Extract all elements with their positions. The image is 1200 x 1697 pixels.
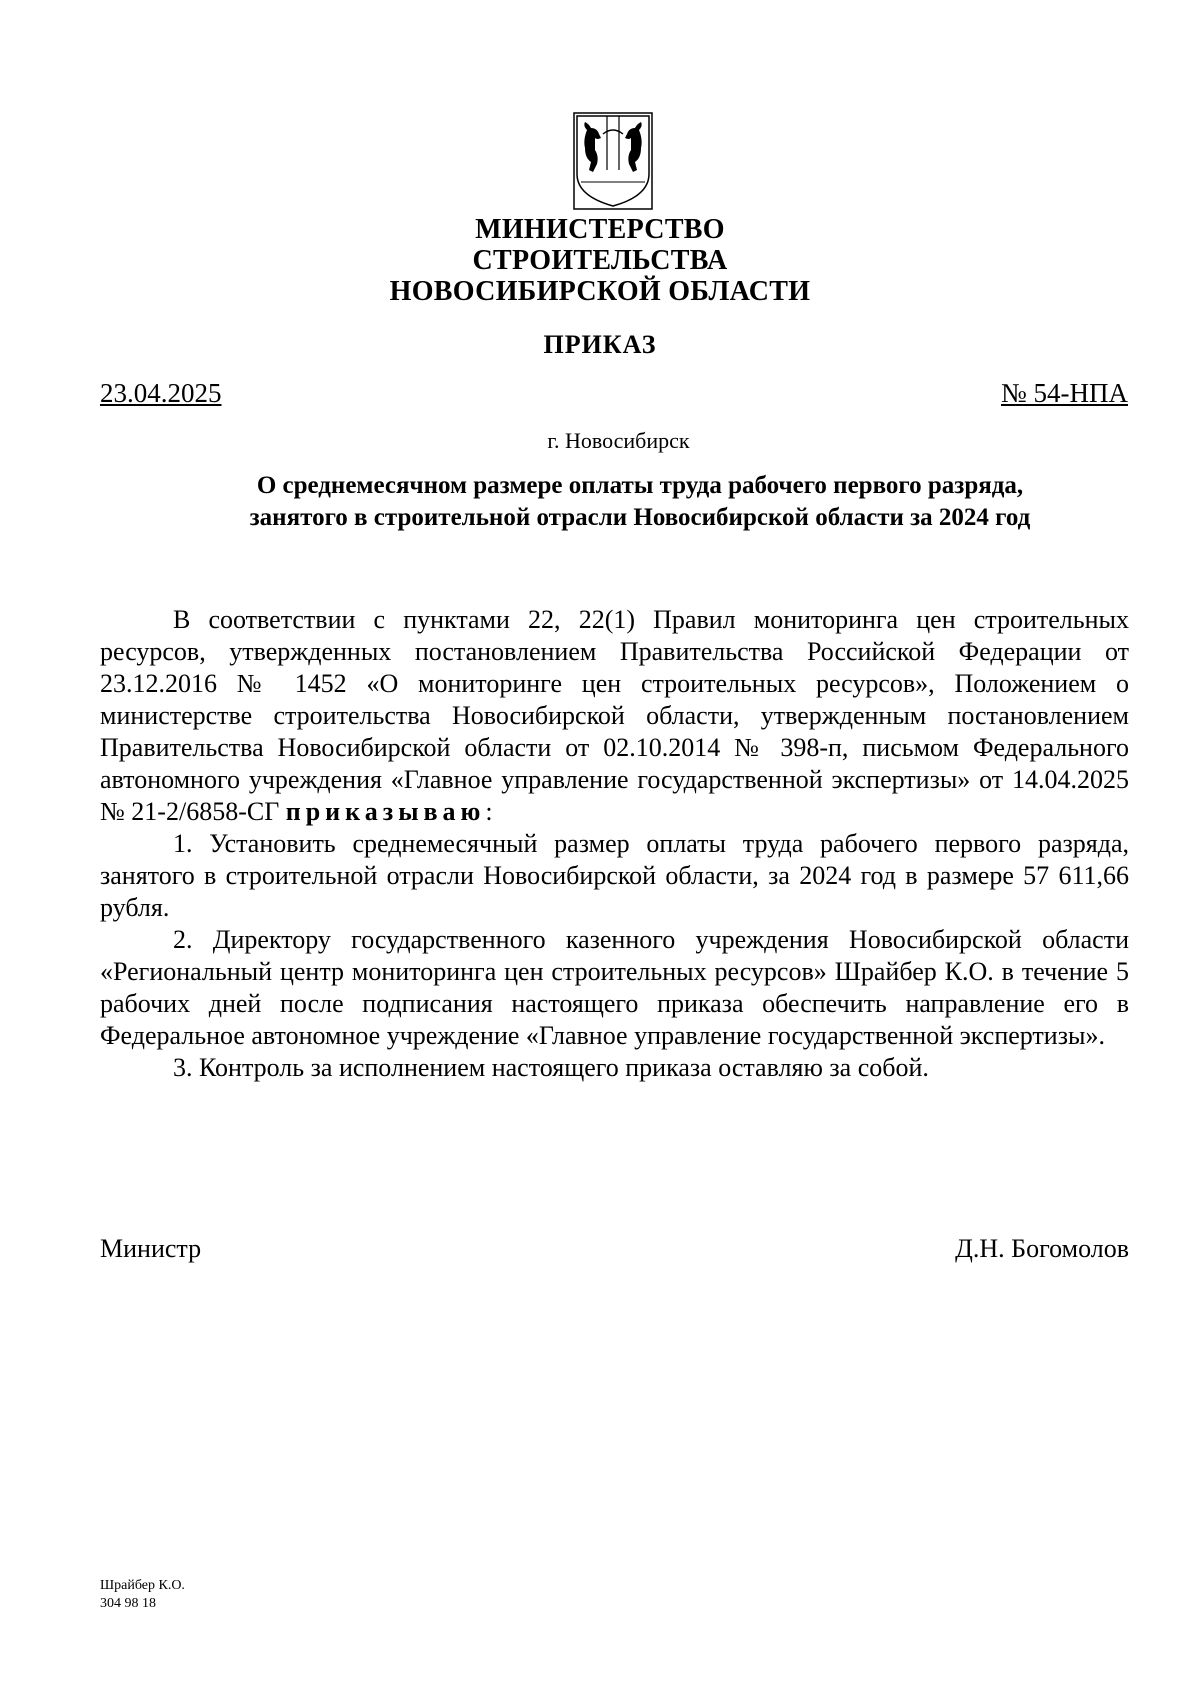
coat-of-arms-icon — [573, 112, 653, 211]
order-word: приказываю — [285, 797, 486, 826]
executor-phone: 304 98 18 — [100, 1596, 156, 1611]
preamble-paragraph — [100, 604, 1129, 828]
signatory-name: Д.Н. Богомолов — [955, 1234, 1129, 1263]
ministry-name — [0, 214, 1200, 307]
signatory-position: Министр — [100, 1234, 202, 1263]
executor-name: Шрайбер К.О. — [100, 1578, 185, 1593]
document-number: № 54-НПА — [1001, 378, 1128, 408]
document-date: 23.04.2025 — [100, 378, 222, 408]
ministry-line: МИНИСТЕРСТВО — [475, 214, 725, 245]
order-item-2: 2. Директору государственного казенного учреждения Новосибирской области «Региональный центр мониторинга цен строительных ресурсов» Шрайбер К.О. в течение 5 рабочих дней после подписания настоящего приказа обеспечить направление его в Федеральное автономное учреждение «Главное управление государственной экспертизы». — [100, 925, 1129, 1050]
order-colon: : — [485, 797, 493, 826]
document-city: г. Новосибирск — [547, 428, 690, 453]
title-line: О среднемесячном размере оплаты труда рабочего первого разряда, — [256, 472, 1024, 499]
order-item-3: 3. Контроль за исполнением настоящего приказа оставляю за собой. — [173, 1053, 929, 1082]
order-item-1: 1. Установить среднемесячный размер оплаты труда рабочего первого разряда, занятого в строительной отрасли Новосибирской области, за 2024 год в размере 57 611,66 рубля. — [100, 829, 1129, 922]
executor-info — [100, 1577, 185, 1613]
preamble-text: В соответствии с пунктами 22, 22(1) Правил мониторинга цен строительных ресурсов, утвержденных постановлением Правительства Российской Федерации от 23.12.2016 № 1452 «О мониторинге цен строительных ресурсов», Положением о министерстве строительства Новосибирской области, утвержденным постановлением Правительства Новосибирской области от 02.10.2014 № 398-п, письмом Федерального автономного учреждения «Главное управление государственной экспертизы» от 14.04.2025 № 21-2/6858-СГ — [100, 605, 1129, 826]
ministry-line: НОВОСИБИРСКОЙ ОБЛАСТИ — [389, 276, 811, 307]
title-line: занятого в строительной отрасли Новосибирской области за 2024 год — [249, 504, 1031, 531]
document-type: ПРИКАЗ — [543, 330, 657, 359]
document-body — [100, 604, 1129, 1084]
ministry-line: СТРОИТЕЛЬСТВА — [472, 245, 728, 276]
document-title — [150, 470, 1130, 534]
